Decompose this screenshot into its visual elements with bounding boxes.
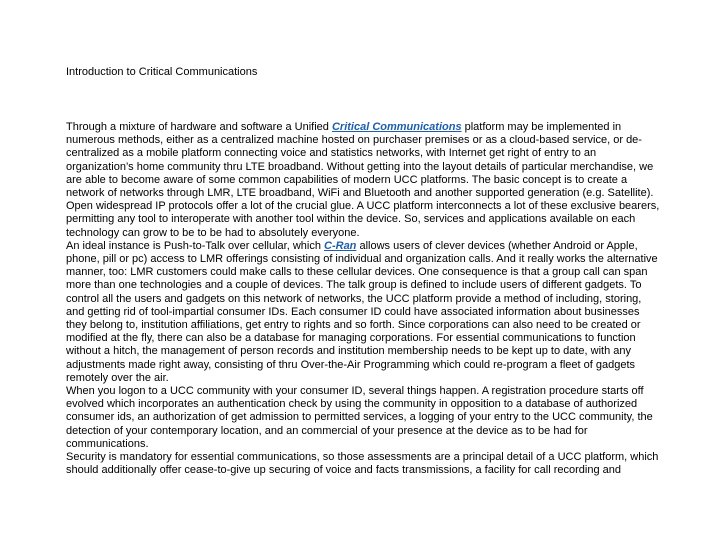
paragraph-text: platform may be implemented in numerous methods, either as a centralized machine hosted on purchaser premises or as a cloud-based service, or de-centralized as a mobile platform connecting voice and statistics networks, with Internet get right of entry to an organization’s home community thru LTE broadband. Without getting into the layout details of particular merchandise, we are able to become aware of some common capabilities of modern UCC platforms. The basic concept is to create a network of networks through LMR, LTE broadband, WiFi and Bluetooth and another supported generation (e.g. Satellite). Open widespread IP protocols offer a lot of the crucial glue. A UCC platform interconnects a lot of these exclusive bearers, permitting any tool to interoperate with another tool within the device. So, services and applications available on each technology can grow to be to be had to absolutely everyone. xyxy=(66,121,660,239)
paragraph-text: An ideal instance is Push-to-Talk over cellular, which xyxy=(66,239,325,252)
paragraph: Security is mandatory for essential communications, so those assessments are a principal detail of a UCC platform, which should additionally offer cease-to-give up securing of voice and facts transmissions, a facility for call recording and xyxy=(66,451,659,477)
paragraph xyxy=(66,240,660,385)
paragraph xyxy=(66,121,660,240)
document-title: Introduction to Critical Communications xyxy=(66,66,258,78)
paragraph-text: allows users of clever devices (whether Android or Apple, phone, pill or pc) access to LMR offerings consisting of individual and organization calls. And it really works the alternative manner, too: LMR customers could make calls to these cellular devices. One consequence is that a group call can span more than one technologies and a couple of devices. The talk group is defined to include users of different gadgets. To control all the users and gadgets on this network of networks, the UCC platform provide a method of including, storing, and getting rid of tool-impartial consumer IDs. Each consumer ID could have associated information about businesses they belong to, institution affiliations, get entry to rights and so forth. Since corporations can also need to be created or modified at the fly, there can also be a database for managing corporations. For essential communications to function without a hitch, the management of person records and institution membership needs to be kept up to date, with any adjustments made right away, consisting of thru Over-the-Air Programming which could re-program a fleet of gadgets remotely over the air. xyxy=(66,239,658,384)
document-body xyxy=(66,121,660,477)
c-ran-link[interactable]: C-Ran xyxy=(324,239,357,252)
paragraph: When you logon to a UCC community with your consumer ID, several things happen. A registration procedure starts off evolved which incorporates an authentication check by using the community in opposition to a database of authorized consumer ids, an authorization of get admission to permitted services, a logging of your entry to the UCC community, the detection of your contemporary location, and an commercial of your presence at the device as to be had for communications. xyxy=(66,385,653,450)
critical-communications-link[interactable]: Critical Communications xyxy=(331,121,462,133)
paragraph-text: Through a mixture of hardware and software a Unified xyxy=(66,121,332,133)
